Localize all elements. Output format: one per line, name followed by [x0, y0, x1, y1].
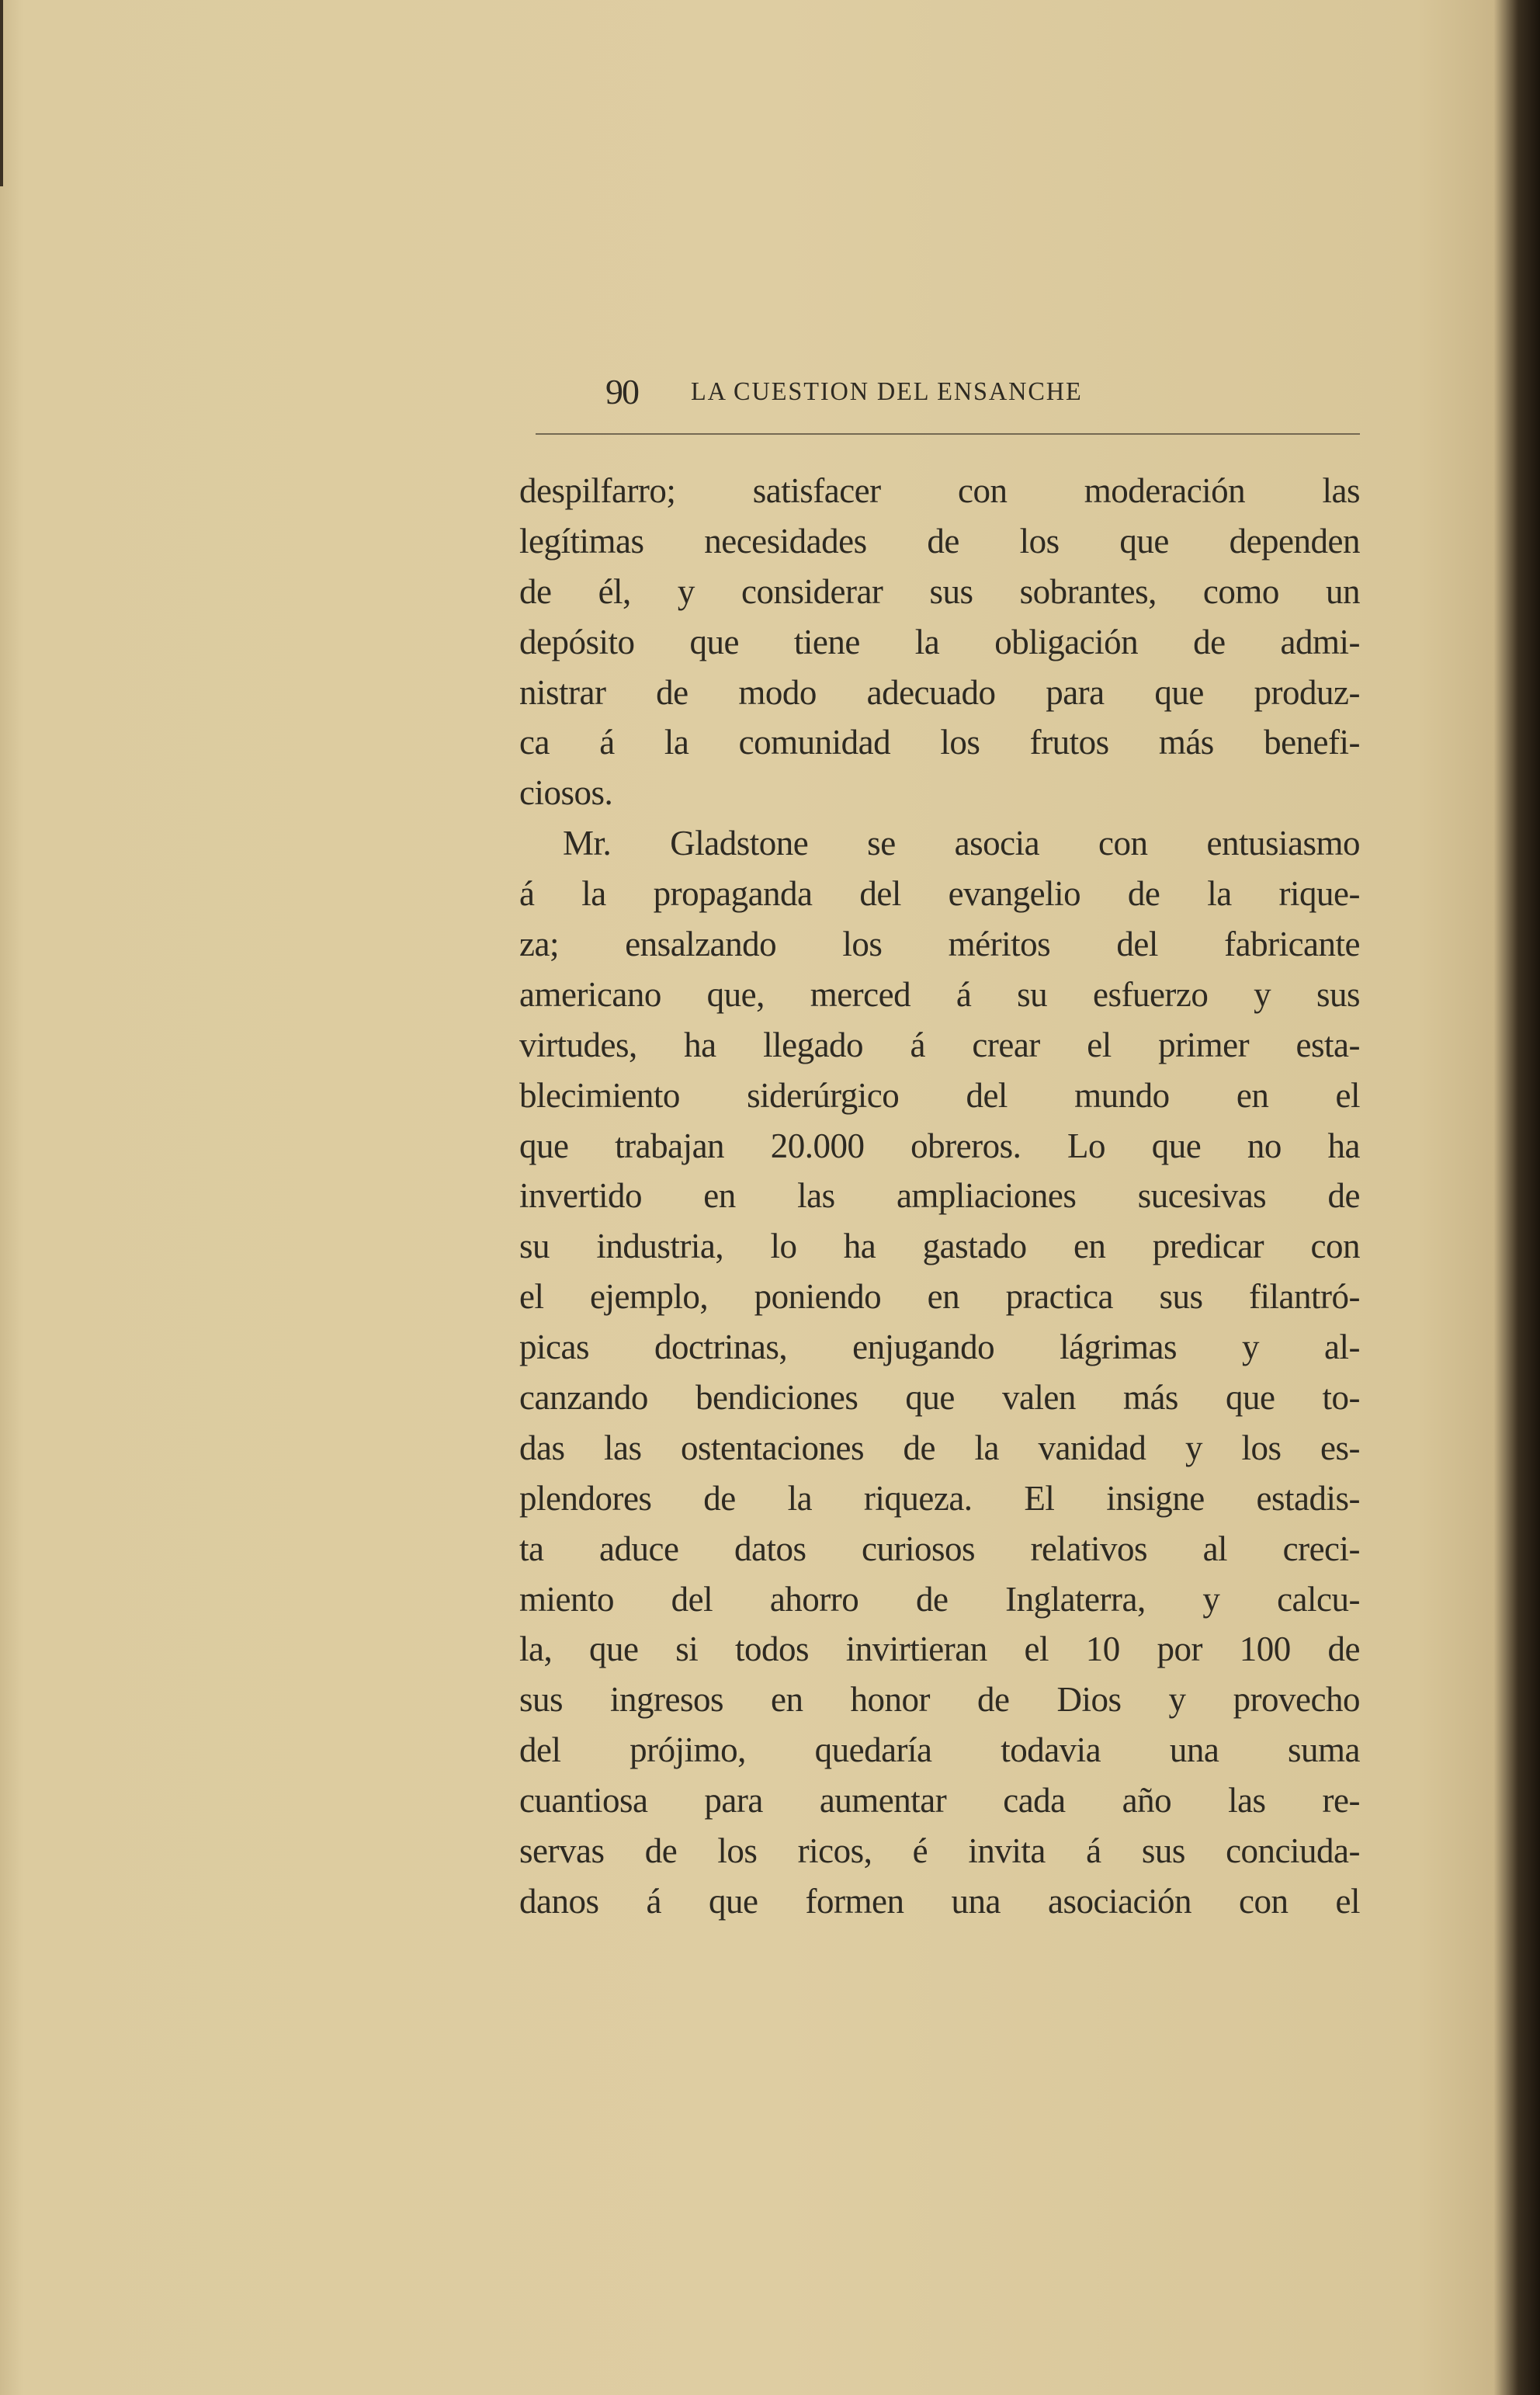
page-edge — [0, 0, 3, 186]
text-line: á la propaganda del evangelio de la rique- — [519, 874, 1360, 914]
text-line: cuantiosa para aumentar cada año las re- — [519, 1781, 1360, 1821]
text-line: nistrar de modo adecuado para que produz- — [519, 672, 1360, 712]
text-line: ca á la comunidad los frutos más benefi- — [519, 723, 1360, 762]
text-line: de él, y considerar sus sobrantes, como un — [519, 571, 1360, 611]
text-line: el ejemplo, poniendo en practica sus filantró- — [519, 1277, 1360, 1317]
header-rule — [536, 433, 1360, 435]
text-line: blecimiento siderúrgico del mundo en el — [519, 1075, 1360, 1115]
text-line: su industria, lo ha gastado en predicar con — [519, 1227, 1360, 1266]
text-line: danos á que formen una asociación con el — [519, 1881, 1360, 1921]
page-header — [605, 371, 1351, 418]
text-line: que trabajan 20.000 obreros. Lo que no ha — [519, 1126, 1360, 1165]
text-line: plendores de la riqueza. El insigne estadis- — [519, 1478, 1360, 1518]
text-line: za; ensalzando los méritos del fabricante — [519, 925, 1360, 964]
text-line: servas de los ricos, é invita á sus conciuda- — [519, 1831, 1360, 1871]
text-line: depósito que tiene la obligación de admi- — [519, 622, 1360, 661]
text-line: la, que si todos invirtieran el 10 por 100 de — [519, 1630, 1360, 1669]
text-line: canzando bendiciones que valen más que to- — [519, 1378, 1360, 1418]
text-line: del prójimo, quedaría todavia una suma — [519, 1730, 1360, 1770]
text-line: ciosos. — [519, 773, 613, 813]
text-line: legítimas necesidades de los que dependen — [519, 521, 1360, 561]
text-line: despilfarro; satisfacer con moderación las — [519, 471, 1360, 510]
text-line: americano que, merced á su esfuerzo y sus — [519, 974, 1360, 1014]
running-head: LA CUESTION DEL ENSANCHE — [691, 377, 1083, 406]
text-line: ta aduce datos curiosos relativos al creci- — [519, 1529, 1360, 1568]
page-number: 90 — [605, 372, 638, 411]
text-line: sus ingresos en honor de Dios y provecho — [519, 1680, 1360, 1720]
text-line: picas doctrinas, enjugando lágrimas y al- — [519, 1328, 1360, 1367]
text-line: das las ostentaciones de la vanidad y los es- — [519, 1428, 1360, 1467]
text-line: invertido en las ampliaciones sucesivas de — [519, 1176, 1360, 1216]
text-line: miento del ahorro de Inglaterra, y calcu- — [519, 1579, 1360, 1619]
text-line: Mr. Gladstone se asocia con entusiasmo — [563, 824, 1360, 863]
text-line: virtudes, ha llegado á crear el primer esta- — [519, 1025, 1360, 1064]
body-text — [519, 466, 1360, 1927]
